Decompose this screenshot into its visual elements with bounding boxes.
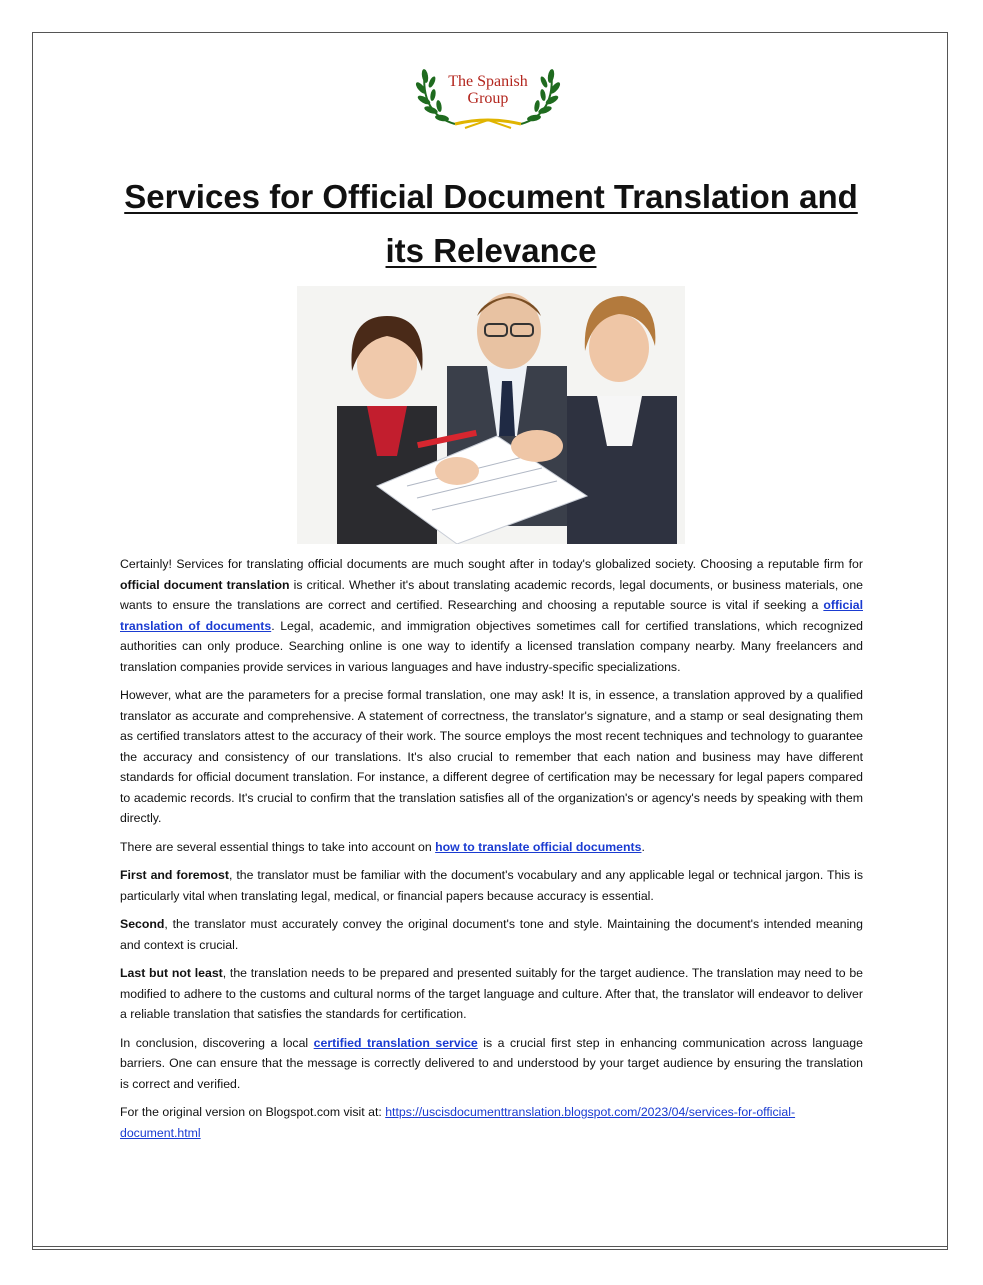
bold-phrase: official document translation — [120, 577, 290, 592]
text-segment: Certainly! Services for translating official documents are much sought after in today's globalized society. Choosing a reputable firm for — [120, 557, 863, 571]
paragraph-conclusion — [120, 1033, 863, 1095]
text-segment: is a crucial first step in enhancing communication across language barriers. One can ensure that the message is correctly delivered to and understood by your target audience by ensuring the translation is correct and verified. — [120, 1035, 863, 1091]
text-segment: , the translator must accurately convey the original document's tone and style. Maintaining the document's intended meaning and context is crucial. — [120, 917, 863, 952]
text-segment: is critical. Whether it's about translating academic records, legal documents, or business materials, one wants to ensure the translations are correct and certified. Researching and choosing a reputable source is vital if seeking a — [120, 577, 864, 612]
text-segment: For the original version on Blogspot.com visit at: — [120, 1105, 386, 1119]
paragraph-first — [120, 865, 863, 906]
title-line2: its Relevance — [385, 232, 597, 269]
logo-text-line2: Group — [467, 90, 509, 107]
title-line1: Services for Official Document Translation and — [124, 178, 858, 215]
paragraph-parameters: However, what are the parameters for a precise formal translation, one may ask! It is, in essence, a translation approved by a qualified translator as accurate and comprehensive. A statement of correctness, the translator's signature, and a stamp or seal designating them as certified translators attest to the accuracy of their work. The source employs the most recent techniques and technology to guarantee the accuracy and consistency of our translations. It's also crucial to remember that each nation and business may have different standards for official document translation. For instance, a different degree of certification may be necessary for legal papers compared to academic records. It's crucial to confirm that the translation satisfies all of the organization's or agency's needs by speaking with them directly. — [120, 688, 863, 825]
page-title — [80, 170, 902, 278]
link-how-to-translate[interactable]: how to translate official documents — [435, 839, 642, 854]
text-segment: , the translation needs to be prepared and presented suitably for the target audience. The translation may need to be modified to adhere to the customs and cultural norms of the target language and culture. After that, the translator will endeavor to deliver a reliable translation that satisfies the standards for certification. — [120, 966, 863, 1021]
paragraph-intro — [120, 554, 863, 677]
bold-phrase: Last but not least — [120, 966, 223, 980]
company-logo — [415, 62, 561, 130]
text-segment: In conclusion, discovering a local — [120, 1035, 314, 1050]
link-original-blog[interactable]: https://uscisdocumenttranslation.blogspot.com/2023/04/services-for-official-document.html — [120, 1105, 796, 1140]
paragraph-second — [120, 914, 863, 955]
link-official-translation[interactable]: official translation of documents — [120, 598, 863, 633]
logo-text-line1: The Spanish — [448, 73, 528, 90]
paragraph-essentials — [120, 837, 863, 858]
paragraph-source — [120, 1102, 863, 1143]
link-certified-service[interactable]: certified translation service — [313, 1035, 478, 1050]
text-segment: . Legal, academic, and immigration objectives sometimes call for certified translations, which recognized authorities can only produce. Searching online is one way to identify a licensed translation company nearby. Many freelancers and translation companies provide services in various languages and have industry-specific specializations. — [120, 618, 863, 674]
article-body — [120, 554, 863, 1151]
bold-phrase: Second — [120, 917, 165, 931]
text-segment: There are several essential things to take into account on — [120, 839, 436, 854]
business-people-photo — [297, 286, 685, 544]
text-segment: . — [641, 839, 645, 854]
paragraph-last — [120, 963, 863, 1025]
bold-phrase: First and foremost — [120, 868, 229, 882]
text-segment: , the translator must be familiar with the document's vocabulary and any applicable legal or technical jargon. This is particularly vital when translating legal, medical, or financial papers because accuracy is essential. — [120, 868, 864, 903]
